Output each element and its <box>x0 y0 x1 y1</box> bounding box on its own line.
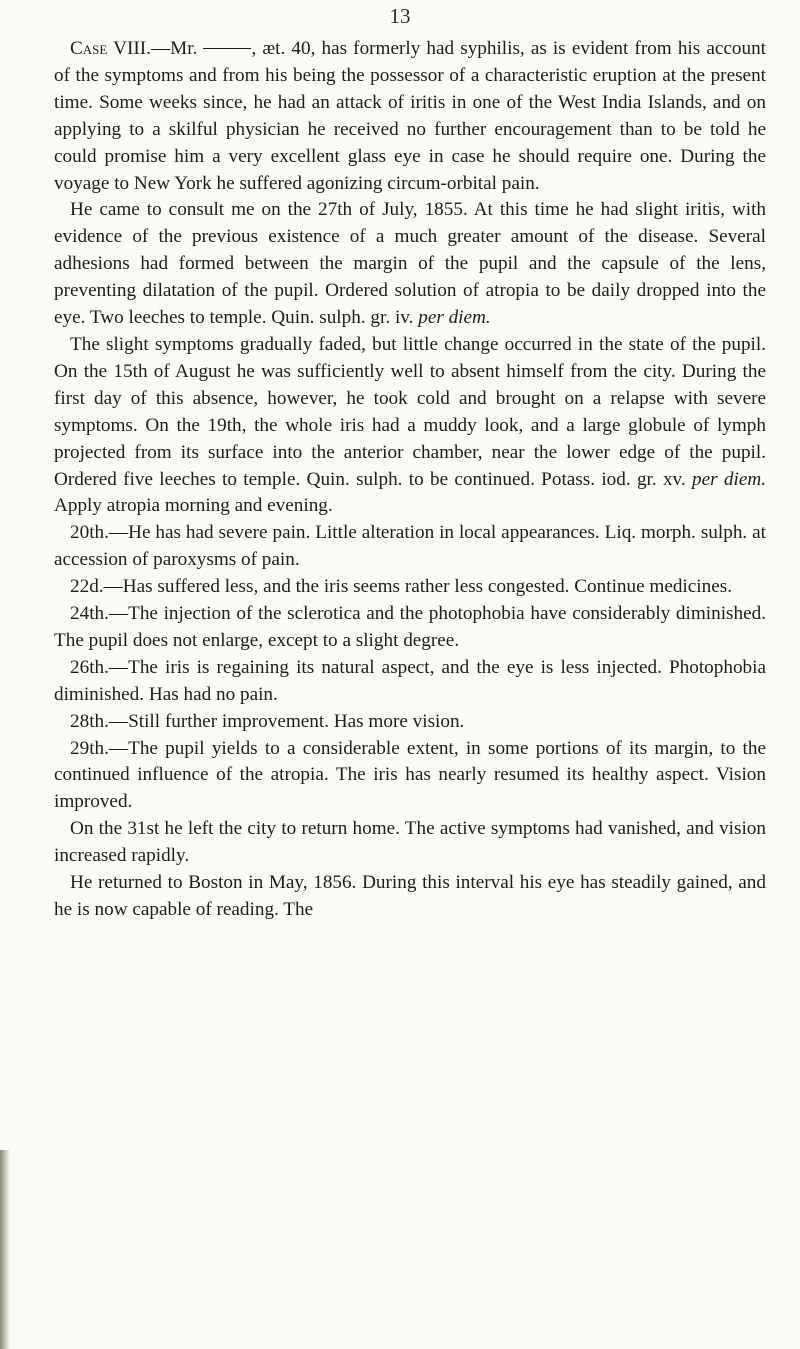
page-number: 13 <box>389 4 411 28</box>
paragraph-relapse <box>54 332 766 520</box>
paragraph-first-visit <box>54 197 766 332</box>
case-heading: Case VIII. <box>70 38 151 59</box>
paragraph-31st: On the 31st he left the city to return home. The active symptoms had vanished, and vision increased rapidly. <box>54 818 766 867</box>
paragraph-20th: 20th.—He has had severe pain. Little alteration in local appearances. Liq. morph. sulph. at accession of paroxysms of pain. <box>54 522 766 571</box>
p3-italic: per diem. <box>692 468 766 490</box>
name-blank <box>203 48 251 49</box>
p3-end: Apply atropia morning and evening. <box>54 495 333 517</box>
p2-italic: per diem. <box>418 307 491 329</box>
body-text <box>54 36 766 924</box>
paragraph-24th: 24th.—The injection of the sclerotica and the photophobia have considerably diminished. The pupil does not enlarge, except to a slight degree. <box>54 603 766 651</box>
p1-lead: —Mr. <box>150 38 204 59</box>
p3-text: The slight symptoms gradually faded, but little change occurred in the state of the pupil. On the 15th of August he was sufficiently well to absent himself from the city. During the first day of this absence, however, he took cold and brought on a relapse with severe symptoms. On the 19th, the whole iris had a muddy look, and a large globule of lymph projected from its surface into the anterior chamber, near the lower edge of the pupil. Ordered five leeches to temple. Quin. sulph. to be continued. Potass. iod. gr. xv. <box>54 333 766 490</box>
paragraph-26th: 26th.—The iris is regaining its natural aspect, and the eye is less injected. Photophobia diminished. Has had no pain. <box>54 656 766 705</box>
paragraph-case-intro <box>54 36 766 197</box>
page-edge-shadow <box>0 1150 10 1349</box>
paragraph-22d: 22d.—Has suffered less, and the iris seems rather less congested. Continue medicines. <box>70 576 732 598</box>
p2-text: He came to consult me on the 27th of July, 1855. At this time he had slight iritis, with evidence of the previous existence of a much greater amount of the disease. Several adhesions had formed between the margin of the pupil and the capsule of the lens, preventing dilatation of the pupil. Ordered solution of atropia to be daily dropped into the eye. Two leeches to temple. Quin. sulph. gr. iv. <box>54 199 766 329</box>
paragraph-29th: 29th.—The pupil yields to a considerable extent, in some portions of its margin, to the continued influence of the atropia. The iris has nearly resumed its healthy aspect. Vision improved. <box>54 737 766 813</box>
paragraph-28th: 28th.—Still further improvement. Has more vision. <box>70 710 465 732</box>
p1-rest: , æt. 40, has formerly had syphilis, as is evident from his account of the symptoms and from his being the possessor of a characteristic eruption at the present time. Some weeks since, he had an attack of iritis in one of the West India Islands, and on applying to a skilful physician he received no further encouragement than to be told he could promise him a very excellent glass eye in case he should require one. During the voyage to New York he suffered agonizing circum-orbital pain. <box>54 38 766 194</box>
paragraph-return: He returned to Boston in May, 1856. During this interval his eye has steadily gained, and he is now capable of reading. The <box>54 872 766 920</box>
